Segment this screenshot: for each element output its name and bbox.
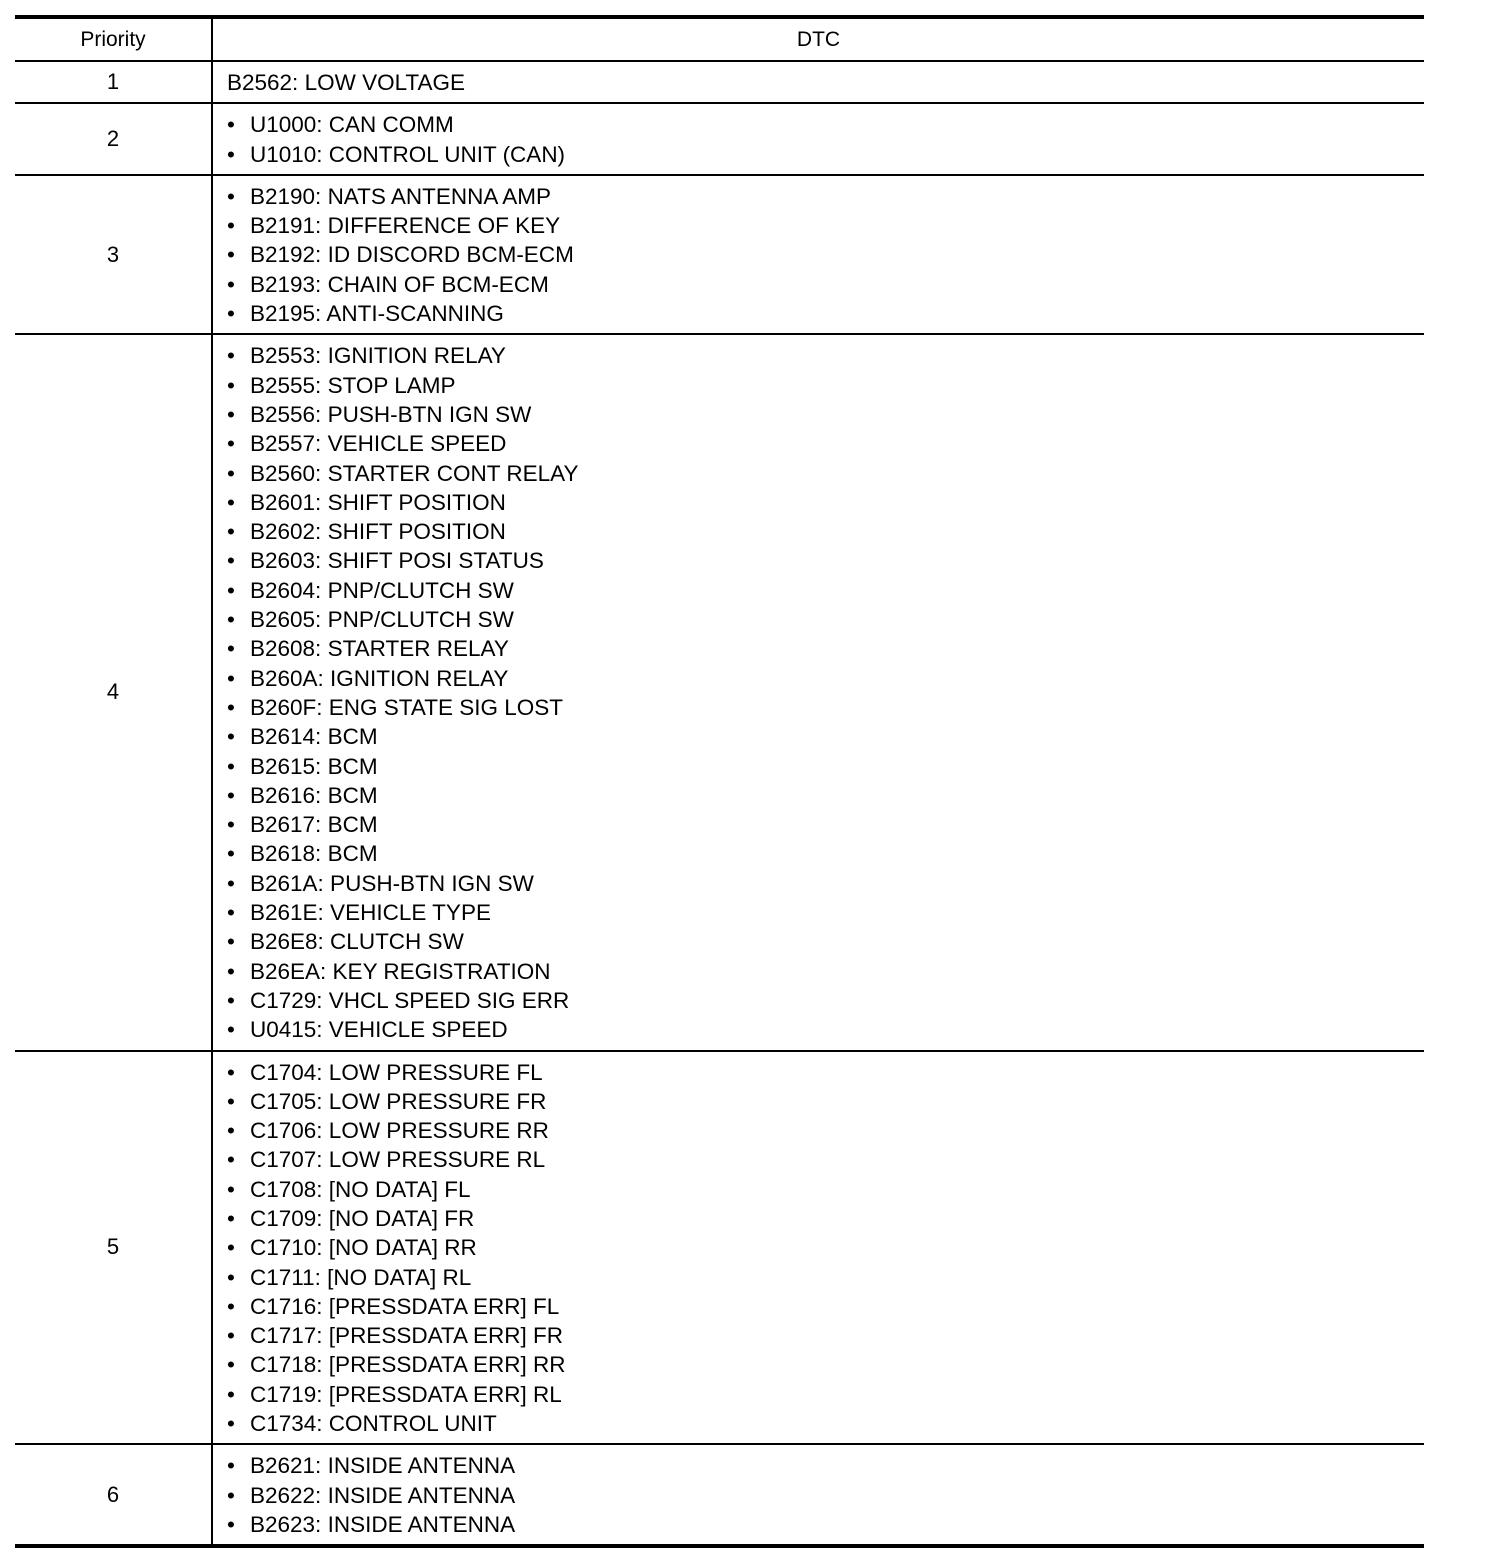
dtc-list xyxy=(227,110,1424,169)
bullet-icon: • xyxy=(227,607,235,633)
bullet-icon: • xyxy=(227,987,235,1013)
list-item xyxy=(227,634,1424,663)
list-item xyxy=(227,605,1424,634)
dtc-item-text: B2618: BCM xyxy=(250,841,378,867)
list-item xyxy=(227,1204,1424,1233)
list-item xyxy=(227,546,1424,575)
dtc-item-text: U1010: CONTROL UNIT (CAN) xyxy=(250,141,566,167)
dtc-item-text: B261A: PUSH-BTN IGN SW xyxy=(250,870,534,896)
list-item xyxy=(227,1451,1424,1480)
list-item xyxy=(227,1087,1424,1116)
list-item xyxy=(227,299,1424,328)
dtc-item-text: C1717: [PRESSDATA ERR] FR xyxy=(250,1323,564,1349)
dtc-list xyxy=(227,1058,1424,1439)
dtc-item-text: B2602: SHIFT POSITION xyxy=(250,519,506,545)
list-item xyxy=(227,1510,1424,1539)
dtc-list xyxy=(227,341,1424,1044)
dtc-item-text: C1729: VHCL SPEED SIG ERR xyxy=(250,987,570,1013)
bullet-icon: • xyxy=(227,1118,235,1144)
dtc-cell xyxy=(212,103,1424,175)
list-item xyxy=(227,517,1424,546)
bullet-icon: • xyxy=(227,577,235,603)
priority-cell: 3 xyxy=(15,175,212,334)
dtc-item: B2562: LOW VOLTAGE xyxy=(227,70,466,95)
bullet-icon: • xyxy=(227,301,235,327)
dtc-cell xyxy=(212,1444,1424,1546)
dtc-item-text: C1707: LOW PRESSURE RL xyxy=(250,1147,546,1173)
dtc-item-text: C1705: LOW PRESSURE FR xyxy=(250,1088,547,1114)
bullet-icon: • xyxy=(227,112,235,138)
priority-cell: 1 xyxy=(15,61,212,103)
header-dtc: DTC xyxy=(212,17,1424,61)
table-row xyxy=(15,103,1424,175)
list-item xyxy=(227,400,1424,429)
dtc-item-text: B2560: STARTER CONT RELAY xyxy=(250,460,579,486)
bullet-icon: • xyxy=(227,1088,235,1114)
list-item xyxy=(227,1116,1424,1145)
dtc-item-text: B261E: VEHICLE TYPE xyxy=(250,900,491,926)
dtc-item-text: B2195: ANTI-SCANNING xyxy=(250,301,504,327)
bullet-icon: • xyxy=(227,1381,235,1407)
bullet-icon: • xyxy=(227,372,235,398)
list-item xyxy=(227,429,1424,458)
bullet-icon: • xyxy=(227,1453,235,1479)
table-body xyxy=(15,61,1424,1546)
dtc-item-text: B260A: IGNITION RELAY xyxy=(250,665,509,691)
list-item xyxy=(227,270,1424,299)
dtc-item-text: B2622: INSIDE ANTENNA xyxy=(250,1482,516,1508)
dtc-item-text: C1719: [PRESSDATA ERR] RL xyxy=(250,1381,562,1407)
list-item xyxy=(227,140,1424,169)
bullet-icon: • xyxy=(227,1147,235,1173)
list-item xyxy=(227,722,1424,751)
bullet-icon: • xyxy=(227,242,235,268)
list-item xyxy=(227,459,1424,488)
bullet-icon: • xyxy=(227,343,235,369)
dtc-cell xyxy=(212,334,1424,1050)
bullet-icon: • xyxy=(227,929,235,955)
dtc-item-text: B2614: BCM xyxy=(250,724,378,750)
dtc-item-text: B2603: SHIFT POSI STATUS xyxy=(250,548,544,574)
list-item xyxy=(227,1409,1424,1438)
list-item xyxy=(227,488,1424,517)
dtc-item-text: B2621: INSIDE ANTENNA xyxy=(250,1453,516,1479)
dtc-item-text: C1710: [NO DATA] RR xyxy=(250,1235,477,1261)
list-item xyxy=(227,341,1424,370)
list-item xyxy=(227,1292,1424,1321)
bullet-icon: • xyxy=(227,271,235,297)
list-item xyxy=(227,1481,1424,1510)
list-item xyxy=(227,1350,1424,1379)
list-item xyxy=(227,1233,1424,1262)
list-item xyxy=(227,371,1424,400)
bullet-icon: • xyxy=(227,548,235,574)
dtc-item-text: B2608: STARTER RELAY xyxy=(250,636,509,662)
priority-cell: 2 xyxy=(15,103,212,175)
dtc-list xyxy=(227,182,1424,328)
bullet-icon: • xyxy=(227,958,235,984)
list-item xyxy=(227,664,1424,693)
dtc-list xyxy=(227,1451,1424,1539)
dtc-cell xyxy=(212,61,1424,103)
bullet-icon: • xyxy=(227,1482,235,1508)
bullet-icon: • xyxy=(227,1235,235,1261)
bullet-icon: • xyxy=(227,1059,235,1085)
list-item xyxy=(227,957,1424,986)
dtc-item-text: B2601: SHIFT POSITION xyxy=(250,489,506,515)
priority-cell: 4 xyxy=(15,334,212,1050)
bullet-icon: • xyxy=(227,724,235,750)
dtc-cell xyxy=(212,175,1424,334)
bullet-icon: • xyxy=(227,1176,235,1202)
dtc-item-text: B2553: IGNITION RELAY xyxy=(250,343,506,369)
table-row xyxy=(15,61,1424,103)
bullet-icon: • xyxy=(227,1411,235,1437)
list-item xyxy=(227,211,1424,240)
header-row xyxy=(15,17,1424,61)
list-item xyxy=(227,927,1424,956)
dtc-item-text: B2615: BCM xyxy=(250,753,378,779)
dtc-item-text: B2192: ID DISCORD BCM-ECM xyxy=(250,242,574,268)
list-item xyxy=(227,240,1424,269)
list-item xyxy=(227,839,1424,868)
dtc-item-text: U0415: VEHICLE SPEED xyxy=(250,1017,508,1043)
bullet-icon: • xyxy=(227,841,235,867)
dtc-item-text: C1709: [NO DATA] FR xyxy=(250,1205,475,1231)
bullet-icon: • xyxy=(227,753,235,779)
dtc-priority-table xyxy=(15,15,1424,1548)
dtc-item-text: B26E8: CLUTCH SW xyxy=(250,929,464,955)
bullet-icon: • xyxy=(227,213,235,239)
bullet-icon: • xyxy=(227,141,235,167)
priority-cell: 5 xyxy=(15,1051,212,1445)
list-item xyxy=(227,1015,1424,1044)
dtc-item-text: B2604: PNP/CLUTCH SW xyxy=(250,577,514,603)
list-item xyxy=(227,752,1424,781)
dtc-item-text: C1706: LOW PRESSURE RR xyxy=(250,1118,549,1144)
dtc-item-text: C1711: [NO DATA] RL xyxy=(250,1264,472,1290)
bullet-icon: • xyxy=(227,431,235,457)
bullet-icon: • xyxy=(227,489,235,515)
dtc-item-text: B2190: NATS ANTENNA AMP xyxy=(250,183,551,209)
bullet-icon: • xyxy=(227,694,235,720)
priority-cell: 6 xyxy=(15,1444,212,1546)
table-row xyxy=(15,1051,1424,1445)
dtc-item-text: B2557: VEHICLE SPEED xyxy=(250,431,507,457)
list-item xyxy=(227,1145,1424,1174)
bullet-icon: • xyxy=(227,183,235,209)
bullet-icon: • xyxy=(227,519,235,545)
dtc-item-text: B2623: INSIDE ANTENNA xyxy=(250,1511,516,1537)
dtc-item-text: U1000: CAN COMM xyxy=(250,112,454,138)
list-item xyxy=(227,810,1424,839)
dtc-item-text: B260F: ENG STATE SIG LOST xyxy=(250,694,564,720)
bullet-icon: • xyxy=(227,1323,235,1349)
bullet-icon: • xyxy=(227,812,235,838)
dtc-item-text: B2605: PNP/CLUTCH SW xyxy=(250,607,514,633)
bullet-icon: • xyxy=(227,636,235,662)
bullet-icon: • xyxy=(227,1352,235,1378)
dtc-item-text: C1734: CONTROL UNIT xyxy=(250,1411,497,1437)
dtc-item-text: C1716: [PRESSDATA ERR] FL xyxy=(250,1293,560,1319)
dtc-item-text: B26EA: KEY REGISTRATION xyxy=(250,958,551,984)
list-item xyxy=(227,781,1424,810)
bullet-icon: • xyxy=(227,1511,235,1537)
table-row xyxy=(15,175,1424,334)
bullet-icon: • xyxy=(227,1293,235,1319)
bullet-icon: • xyxy=(227,460,235,486)
table-row xyxy=(15,1444,1424,1546)
bullet-icon: • xyxy=(227,870,235,896)
list-item xyxy=(227,110,1424,139)
dtc-cell xyxy=(212,1051,1424,1445)
bullet-icon: • xyxy=(227,1264,235,1290)
list-item xyxy=(227,1321,1424,1350)
list-item xyxy=(227,1058,1424,1087)
dtc-item-text: B2617: BCM xyxy=(250,812,378,838)
list-item xyxy=(227,1175,1424,1204)
dtc-item-text: B2556: PUSH-BTN IGN SW xyxy=(250,401,532,427)
bullet-icon: • xyxy=(227,900,235,926)
bullet-icon: • xyxy=(227,782,235,808)
dtc-item-text: C1718: [PRESSDATA ERR] RR xyxy=(250,1352,566,1378)
header-priority: Priority xyxy=(15,17,212,61)
bullet-icon: • xyxy=(227,1017,235,1043)
table-header xyxy=(15,17,1424,61)
dtc-item-text: B2616: BCM xyxy=(250,782,378,808)
list-item xyxy=(227,898,1424,927)
dtc-item-text: C1704: LOW PRESSURE FL xyxy=(250,1059,543,1085)
dtc-item-text: B2191: DIFFERENCE OF KEY xyxy=(250,213,561,239)
list-item xyxy=(227,869,1424,898)
list-item xyxy=(227,1380,1424,1409)
list-item xyxy=(227,986,1424,1015)
list-item xyxy=(227,182,1424,211)
dtc-item-text: B2193: CHAIN OF BCM-ECM xyxy=(250,271,549,297)
table-row xyxy=(15,334,1424,1050)
bullet-icon: • xyxy=(227,1205,235,1231)
bullet-icon: • xyxy=(227,665,235,691)
bullet-icon: • xyxy=(227,401,235,427)
dtc-item-text: C1708: [NO DATA] FL xyxy=(250,1176,471,1202)
list-item xyxy=(227,693,1424,722)
list-item xyxy=(227,576,1424,605)
list-item xyxy=(227,1263,1424,1292)
dtc-item-text: B2555: STOP LAMP xyxy=(250,372,456,398)
